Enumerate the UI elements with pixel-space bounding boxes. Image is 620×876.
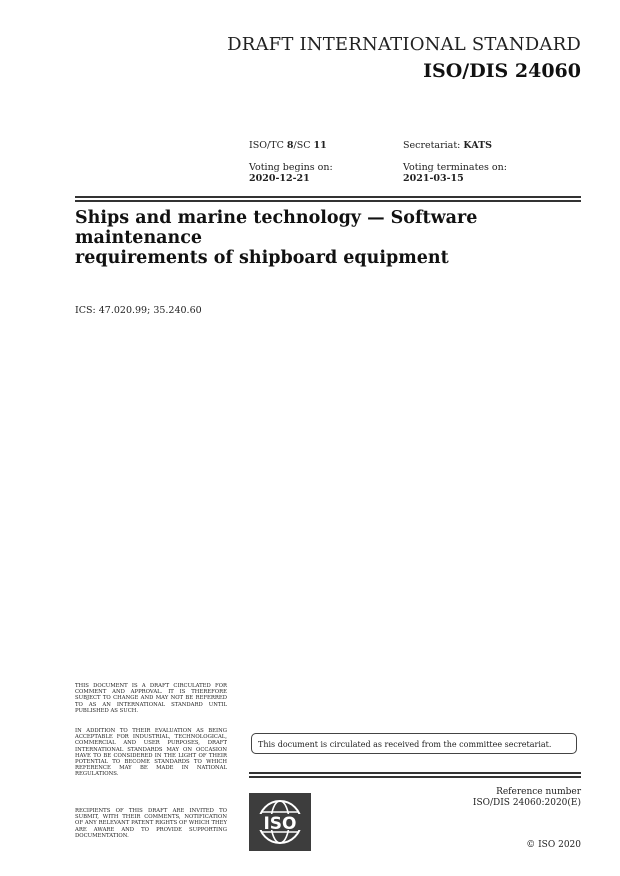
voting-begins-label: Voting begins on: (249, 162, 333, 173)
technical-committee: ISO/TC 8/SC 11 (249, 140, 327, 151)
iso-logo-icon (249, 793, 311, 851)
voting-ends-label: Voting terminates on: (403, 162, 507, 173)
title-line-2: requirements of shipboard equipment (75, 248, 449, 268)
document-title (75, 208, 585, 268)
header-divider-top (75, 196, 581, 198)
voting-begins-date: 2020-12-21 (249, 173, 310, 184)
document-status: DRAFT INTERNATIONAL STANDARD (227, 34, 581, 55)
disclaimer-paragraph-1: THIS DOCUMENT IS A DRAFT CIRCULATED FOR COMMENT AND APPROVAL. IT IS THEREFORE SUBJECT TO CHANGE AND MAY NOT BE REFERRED TO AS AN INTERNATIONAL STANDARD UNTIL PUBLISHED AS SUCH. (75, 683, 227, 714)
copyright-notice: © ISO 2020 (526, 840, 581, 850)
document-number: ISO/DIS 24060 (423, 60, 581, 82)
reference-label: Reference number (496, 787, 581, 797)
voting-ends-date: 2021-03-15 (403, 173, 464, 184)
reference-number: ISO/DIS 24060:2020(E) (472, 798, 581, 808)
circulation-note: This document is circulated as received from the committee secretariat. (251, 733, 577, 754)
disclaimer-paragraph-2: IN ADDITION TO THEIR EVALUATION AS BEING ACCEPTABLE FOR INDUSTRIAL, TECHNOLOGICAL, COMMERCIAL AND USER PURPOSES, DRAFT INTERNATIONAL STANDARDS MAY ON OCCASION HAVE TO BE CONSIDERED IN THE LIGHT OF THEIR POTENTIAL TO BECOME STANDARDS TO WHICH REFERENCE MAY BE MADE IN NATIONAL REGULATIONS. (75, 728, 227, 778)
secretariat: Secretariat: KATS (403, 140, 493, 151)
title-line-1: Ships and marine technology — Software maintenance (75, 208, 478, 248)
disclaimer-paragraph-3: RECIPIENTS OF THIS DRAFT ARE INVITED TO SUBMIT, WITH THEIR COMMENTS, NOTIFICATION OF ANY RELEVANT PATENT RIGHTS OF WHICH THEY ARE AWARE AND TO PROVIDE SUPPORTING DOCUMENTATION. (75, 808, 227, 839)
ics-codes: ICS: 47.020.99; 35.240.60 (75, 305, 202, 316)
header-divider-bottom (75, 200, 581, 202)
footer-divider-bottom (249, 776, 581, 778)
iso-logo-text: ISO (263, 814, 297, 834)
footer-divider-top (249, 772, 581, 774)
